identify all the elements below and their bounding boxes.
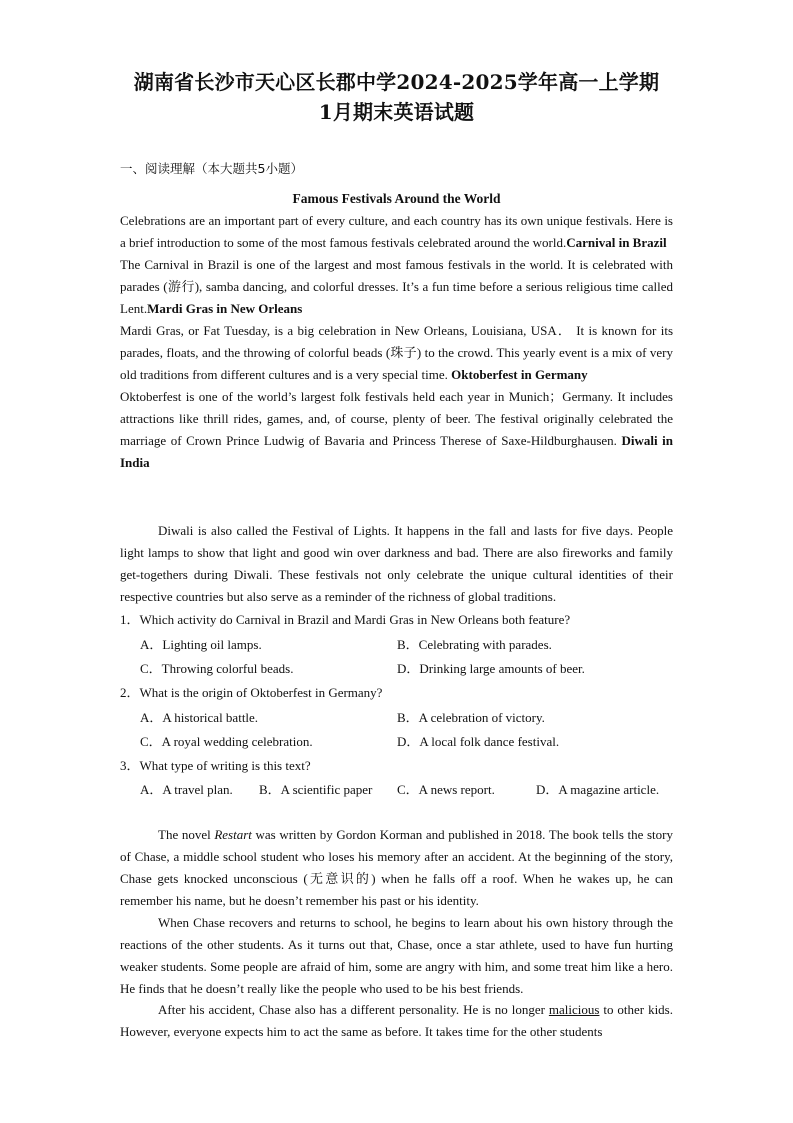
heading-mardi-gras: Mardi Gras in New Orleans xyxy=(147,301,303,316)
section-heading: 一、阅读理解（本大题共5小题） xyxy=(120,161,303,176)
heading-brazil: Carnival in Brazil xyxy=(566,235,667,250)
paragraph-mardi-gras: Mardi Gras, or Fat Tuesday, is a big celebration in New Orleans, Louisiana, USA． It is known for its parades, floats, and the throwing of colorful beads (珠子) to the crowd. This yearly event is a mix of very old traditions from different cultures and is a very special time. xyxy=(120,323,673,382)
passage1-body xyxy=(120,210,673,474)
paragraph-diwali: Diwali is also called the Festival of Lights. It happens in the fall and lasts for five days. People light lamps to show that light and good win over darkness and bad. There are also fireworks and family get-togethers during Diwali. These festivals not only celebrate the unique cultural identities of their respective countries but also serve as a reminder of the richness of global traditions. xyxy=(120,523,673,604)
q2-option-d[interactable]: D．A local folk dance festival. xyxy=(397,734,560,749)
paragraph-oktoberfest: Oktoberfest is one of the world’s largest folk festivals held each year in Munich；Germany. It includes attractions like thrill rides, games, and, of course, plenty of beer. The festival originally celebrated the marriage of Crown Prince Ludwig of Bavaria and Princess Therese of Saxe-Hildburghausen. xyxy=(120,389,673,448)
p1-pre: The novel xyxy=(158,827,215,842)
passage2-paragraph-3 xyxy=(120,999,673,1043)
underlined-word: malicious xyxy=(548,1002,600,1017)
q3-option-c[interactable]: C．A news report. xyxy=(397,782,495,797)
exam-title-line1: 湖南省长沙市天心区长郡中学2024-2025学年高一上学期 xyxy=(133,70,660,94)
p3-pre: After his accident, Chase also has a different personality. He is no longer xyxy=(158,1002,549,1017)
q1-option-b[interactable]: B．Celebrating with parades. xyxy=(397,637,552,652)
p1-post: was written by Gordon Korman and published in 2018. The book tells the story of Chase, a middle school student who loses his memory after an accident. At the beginning of the story, Chase gets knocked unconscious (无意识的) when he falls off a roof. When he wakes up, he can remember his name, but he doesn’t remember his past or his identity. xyxy=(120,827,673,908)
q3-option-a[interactable]: A．A travel plan. xyxy=(140,782,233,797)
q1-option-c[interactable]: C．Throwing colorful beads. xyxy=(140,661,294,676)
passage1-intro: Celebrations are an important part of every culture, and each country has its own unique festivals. Here is a brief introduction to some of the most famous festivals celebrated around the world. xyxy=(120,213,673,250)
question-2-stem: 2．What is the origin of Oktoberfest in Germany? xyxy=(120,685,383,700)
q1-option-d[interactable]: D．Drinking large amounts of beer. xyxy=(397,661,585,676)
exam-title-line2: 1月期末英语试题 xyxy=(318,100,475,124)
q2-option-c[interactable]: C．A royal wedding celebration. xyxy=(140,734,313,749)
passage2-paragraph-1 xyxy=(120,824,673,912)
heading-diwali: Diwali in India xyxy=(120,433,673,470)
q3-option-d[interactable]: D．A magazine article. xyxy=(536,782,660,797)
question-3-stem: 3．What type of writing is this text? xyxy=(120,758,311,773)
passage-title: Famous Festivals Around the World xyxy=(292,191,501,206)
q2-option-a[interactable]: A．A historical battle. xyxy=(140,710,259,725)
q3-option-b[interactable]: B．A scientific paper xyxy=(259,782,373,797)
q2-option-b[interactable]: B．A celebration of victory. xyxy=(397,710,545,725)
heading-oktoberfest: Oktoberfest in Germany xyxy=(451,367,588,382)
p3-post: to other kids. However, everyone expects him to act the same as before. It takes time for the other students xyxy=(120,1002,673,1039)
question-1-stem: 1．Which activity do Carnival in Brazil and Mardi Gras in New Orleans both feature? xyxy=(120,612,571,627)
q1-option-a[interactable]: A．Lighting oil lamps. xyxy=(140,637,262,652)
book-title: Restart xyxy=(214,827,252,842)
passage2-paragraph-2: When Chase recovers and returns to school, he begins to learn about his own history through the reactions of the other students. As it turns out that, Chase, once a star athlete, used to have fun hurting weaker students. Some people are afraid of him, some are angry with him, and some treat him like a hero. He finds that he doesn’t really like the people who used to be his best friends. xyxy=(120,915,673,996)
paragraph-brazil: The Carnival in Brazil is one of the largest and most famous festivals in the world. It is celebrated with parades (游行), samba dancing, and colorful dresses. It’s a fun time before a serious religious time called Lent. xyxy=(120,257,673,316)
